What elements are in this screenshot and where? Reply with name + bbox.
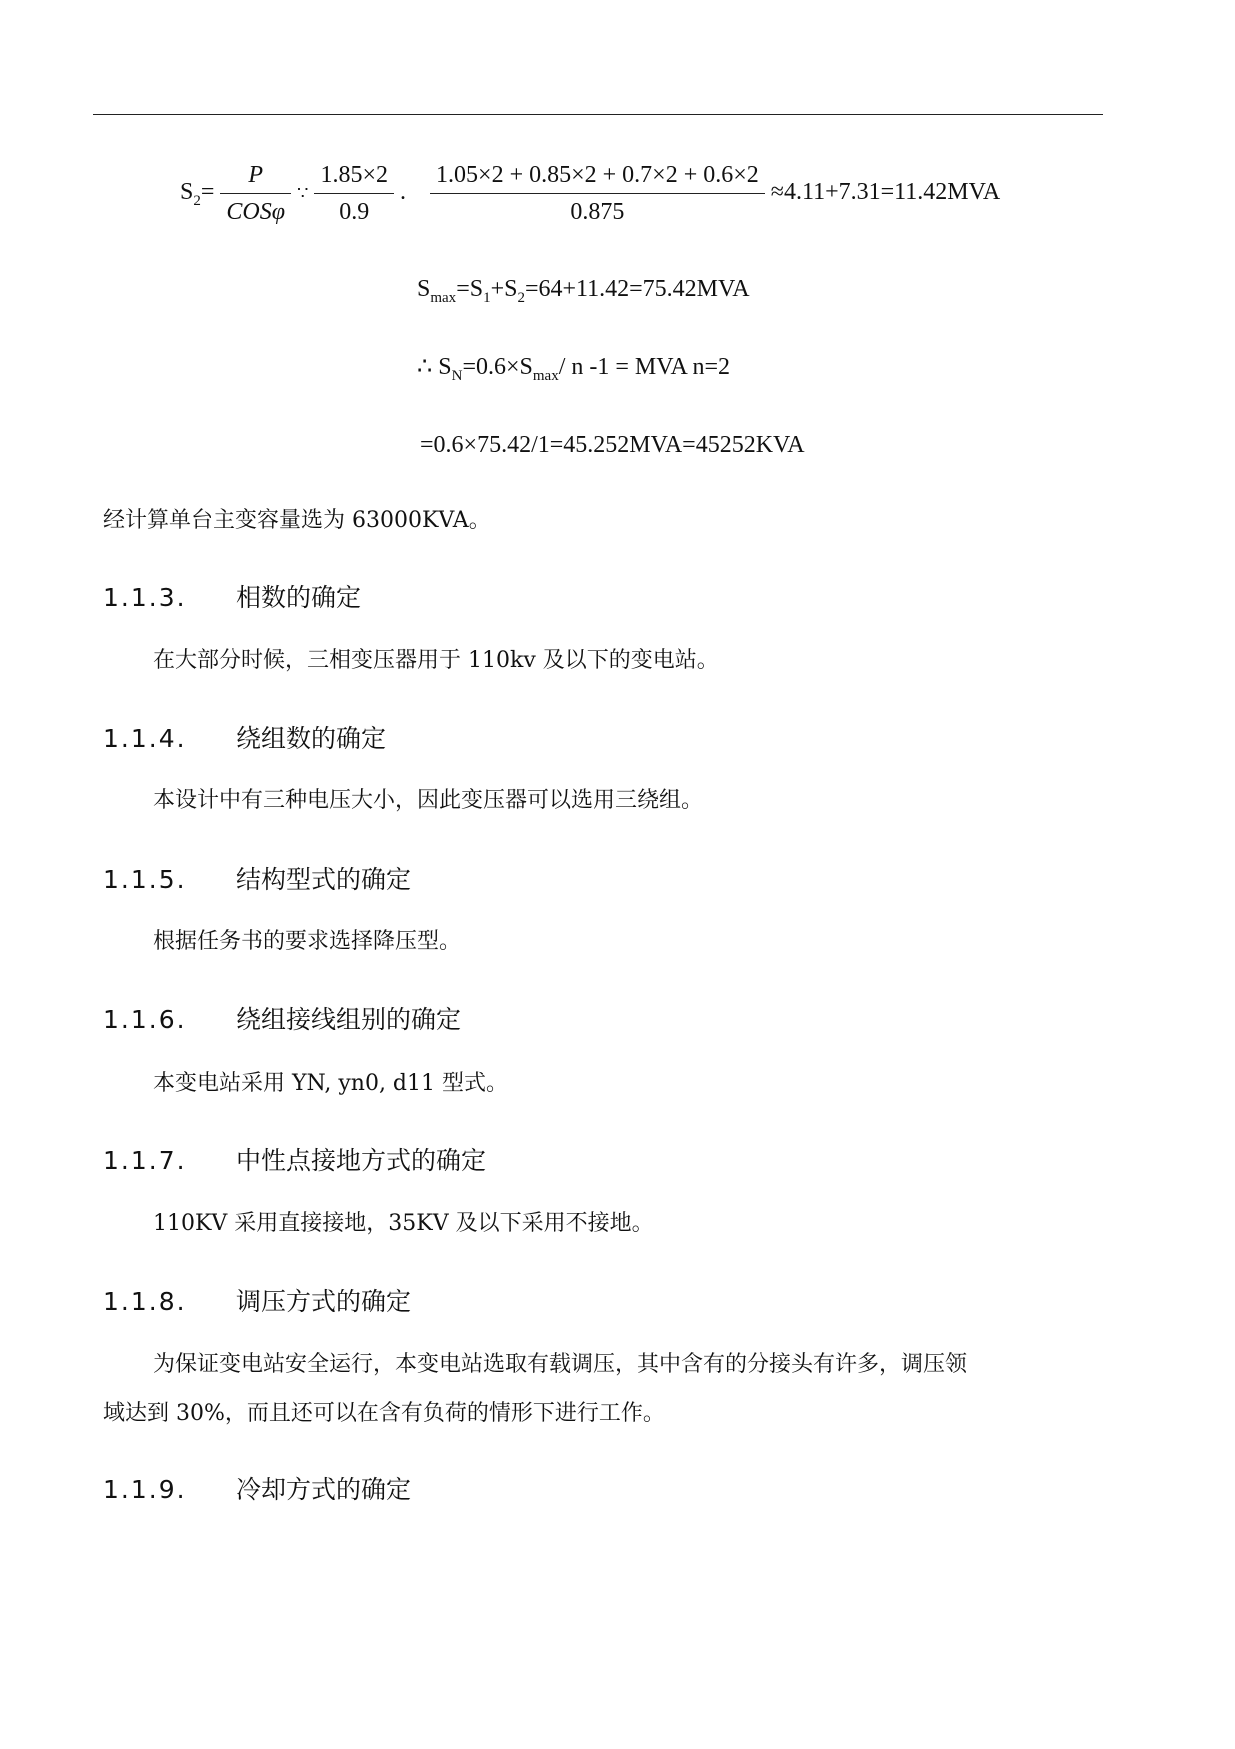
section-number: 1.1.4. — [103, 724, 187, 753]
smax-mid1: =S — [456, 276, 484, 302]
section-number: 1.1.6. — [103, 1005, 187, 1034]
smax-mid2: +S — [490, 276, 518, 302]
section-text-1-1-6: 本变电站采用 YN, yn0, d11 型式。 — [153, 1071, 508, 1096]
section-text-1-1-8-line2: 域达到 30%，而且还可以在含有负荷的情形下进行工作。 — [103, 1401, 665, 1426]
fraction-numerator: 1.85×2 — [314, 160, 394, 194]
formula-sn — [417, 352, 730, 385]
smax-tail: =64+11.42=75.42MVA — [524, 276, 750, 302]
section-heading-1-1-8 — [103, 1282, 411, 1318]
header-rule — [93, 114, 1103, 115]
formula-dot: . — [400, 179, 407, 206]
formula-s2-lhs: S — [180, 179, 194, 206]
formula-s2-eq: = — [200, 179, 215, 206]
sn-max-sub: max — [532, 367, 559, 384]
section-heading-1-1-6 — [103, 1000, 461, 1036]
fraction-1-85 — [314, 160, 394, 227]
fraction-denominator: COSφ — [226, 199, 286, 225]
fraction-denominator: 0.9 — [339, 199, 370, 225]
fraction-denominator: 0.875 — [570, 199, 625, 225]
formula-s2 — [180, 160, 1000, 227]
fraction-numerator: 1.05×2 + 0.85×2 + 0.7×2 + 0.6×2 — [430, 160, 765, 194]
sn-mid: =0.6×S — [462, 354, 533, 380]
section-number: 1.1.7. — [103, 1146, 187, 1175]
section-number: 1.1.8. — [103, 1287, 187, 1316]
sn-tail: / n -1 = MVA n=2 — [558, 354, 731, 380]
section-title: 中性点接地方式的确定 — [236, 1146, 487, 1175]
section-heading-1-1-5 — [103, 860, 411, 896]
formula-s2-lhs-sub: 2 — [193, 192, 201, 209]
section-number: 1.1.9. — [103, 1475, 187, 1504]
formula-smax — [417, 276, 750, 307]
conclusion-text: 经计算单台主变容量选为 63000KVA。 — [103, 508, 491, 533]
section-title: 冷却方式的确定 — [236, 1475, 412, 1504]
section-heading-1-1-7 — [103, 1141, 486, 1177]
section-text-1-1-4: 本设计中有三种电压大小，因此变压器可以选用三绕组。 — [153, 788, 704, 813]
sn-pre: ∴ S — [417, 354, 452, 380]
because-symbol: ∵ — [297, 183, 309, 204]
section-text-1-1-3: 在大部分时候，三相变压器用于 110kv 及以下的变电站。 — [153, 648, 719, 673]
section-title: 绕组数的确定 — [236, 724, 387, 753]
section-heading-1-1-4 — [103, 719, 386, 755]
smax-sub: max — [430, 289, 457, 306]
section-number: 1.1.3. — [103, 583, 187, 612]
formula-sn-value: =0.6×75.42/1=45.252MVA=45252KVA — [420, 432, 805, 458]
fraction-sum — [430, 160, 765, 227]
section-title: 结构型式的确定 — [236, 865, 412, 894]
section-heading-1-1-3 — [103, 578, 361, 614]
formula-s2-result: ≈4.11+7.31=11.42MVA — [770, 179, 1001, 206]
s2-sub: 2 — [517, 289, 525, 306]
section-number: 1.1.5. — [103, 865, 187, 894]
s1-sub: 1 — [483, 289, 491, 306]
section-text-1-1-7: 110KV 采用直接接地，35KV 及以下采用不接地。 — [153, 1211, 654, 1236]
section-text-1-1-8-line1: 为保证变电站安全运行，本变电站选取有载调压，其中含有的分接头有许多，调压领 — [153, 1352, 968, 1377]
section-title: 调压方式的确定 — [236, 1287, 412, 1316]
section-title: 相数的确定 — [236, 583, 362, 612]
fraction-numerator: P — [220, 160, 291, 194]
fraction-p-over-cos — [220, 160, 291, 227]
section-heading-1-1-9 — [103, 1470, 411, 1506]
section-title: 绕组接线组别的确定 — [236, 1005, 462, 1034]
sn-sub: N — [451, 367, 463, 384]
smax-s: S — [417, 276, 431, 302]
section-text-1-1-5: 根据任务书的要求选择降压型。 — [153, 929, 462, 954]
